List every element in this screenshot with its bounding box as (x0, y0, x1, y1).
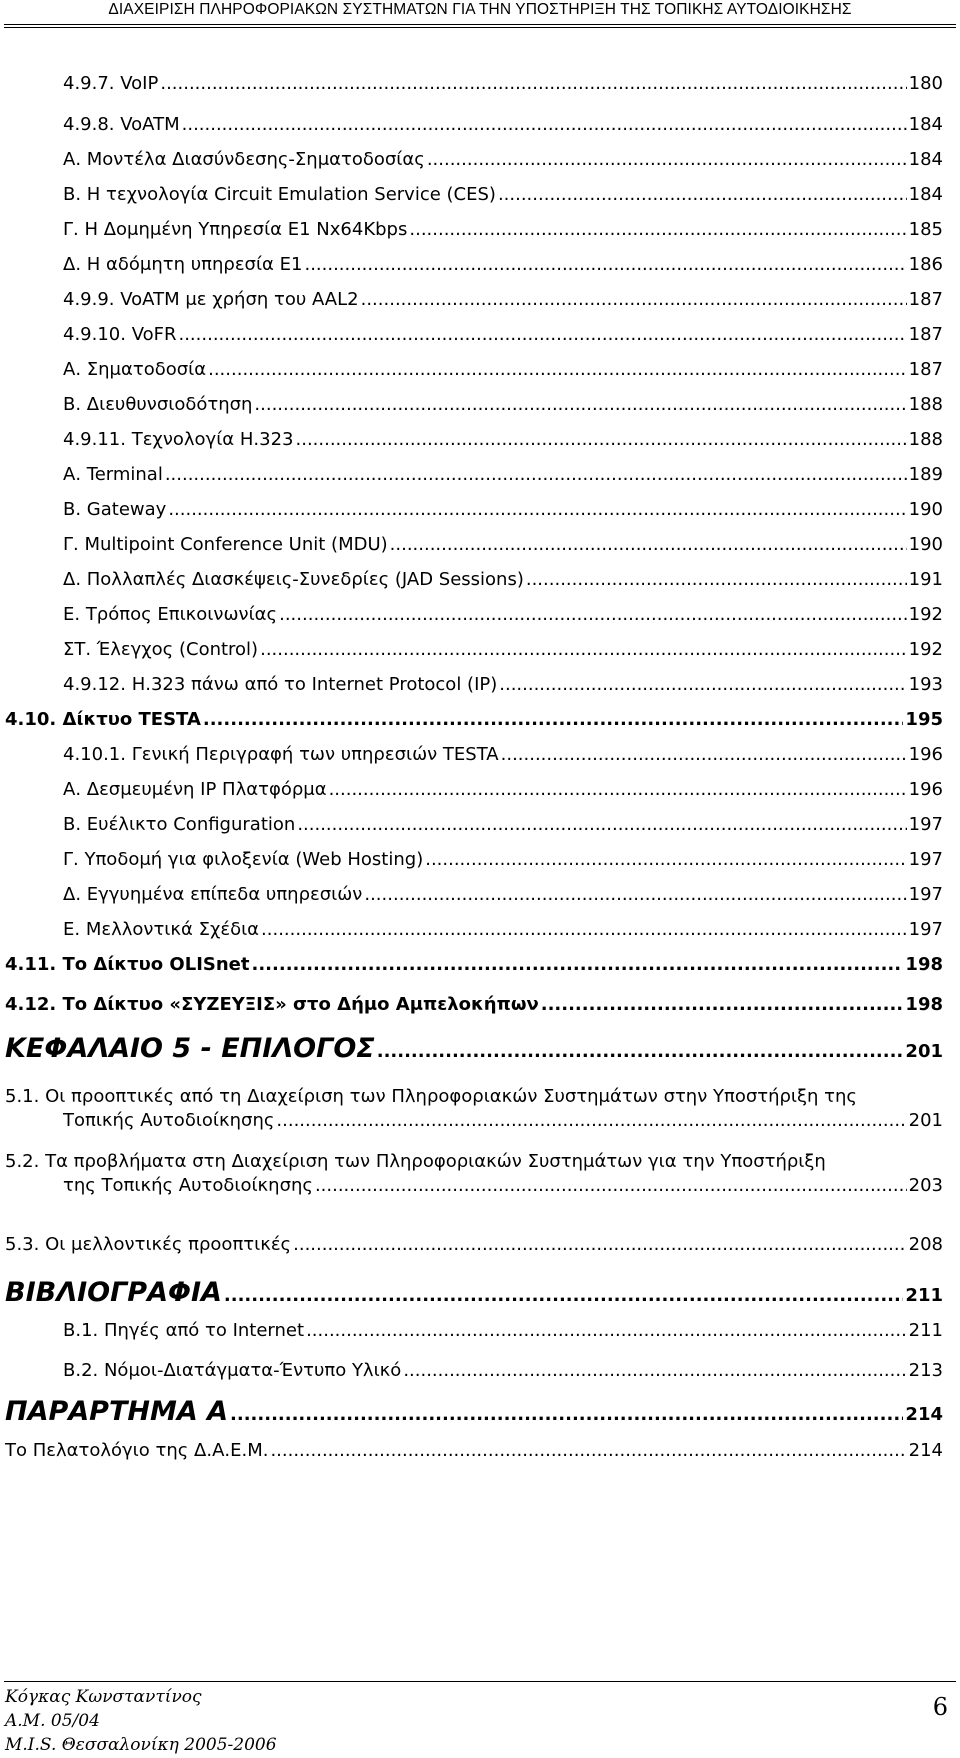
toc-page-number: 203 (908, 1175, 943, 1196)
toc-page-number: 190 (908, 534, 943, 555)
toc-entry-label: Ε. Τρόπος Επικοινωνίας (63, 604, 278, 625)
toc-leader (297, 813, 906, 837)
toc-leader (329, 778, 907, 802)
toc-entry[interactable] (63, 778, 943, 802)
toc-page-number: 188 (908, 394, 943, 415)
footer-rule (4, 1681, 956, 1682)
toc-entry-label: 4.9.11. Τεχνολογία Η.323 (63, 429, 294, 450)
toc-page-number: 192 (908, 639, 943, 660)
toc-leader (364, 883, 906, 907)
toc-entry-label: Α. Μοντέλα Διασύνδεσης-Σηματοδοσίας (63, 149, 425, 170)
toc-page-number: 211 (908, 1320, 943, 1341)
toc-entry[interactable] (63, 218, 943, 242)
toc-leader (501, 743, 907, 767)
footer-author: Κόγκας Κωνσταντίνος (5, 1687, 202, 1707)
toc-section-entry[interactable] (5, 993, 943, 1017)
toc-page-number: 193 (908, 674, 943, 695)
toc-entry-label: 4.9.7. VoIP (63, 73, 159, 94)
toc-leader (261, 918, 907, 942)
toc-page-number: 197 (908, 884, 943, 905)
toc-entry[interactable] (63, 463, 943, 487)
toc-page-number: 187 (908, 289, 943, 310)
toc-leader (252, 953, 904, 977)
toc-leader (279, 603, 907, 627)
toc-leader (270, 1439, 906, 1463)
toc-entry[interactable] (63, 813, 943, 837)
toc-entry-label: 5.1. Οι προοπτικές από τη Διαχείριση των Πληροφοριακών Συστημάτων στην Υποστήριξη της (5, 1086, 857, 1107)
toc-page-number: 196 (908, 744, 943, 765)
toc-entry-label: 4.11. Το Δίκτυο OLISnet (5, 954, 250, 975)
toc-entry-label: Ε. Μελλοντικά Σχέδια (63, 919, 260, 940)
toc-entry[interactable] (63, 183, 943, 207)
toc-entry-label: Β.2. Νόμοι-Διατάγματα-Έντυπο Υλικό (63, 1360, 402, 1381)
toc-entry-label: Α. Σηματοδοσία (63, 359, 207, 380)
toc-page-number: 211 (905, 1285, 943, 1306)
toc-entry[interactable] (63, 358, 943, 382)
toc-leader (499, 673, 906, 697)
toc-leader (361, 288, 907, 312)
toc-page-number: 187 (908, 324, 943, 345)
toc-entry-label: 4.10.1. Γενική Περιγραφή των υπηρεσιών TESTA (63, 744, 499, 765)
toc-leader (315, 1174, 907, 1198)
toc-page-number: 188 (908, 429, 943, 450)
toc-leader (390, 533, 907, 557)
toc-entry-label: Γ. Υποδομή για φιλοξενία (Web Hosting) (63, 849, 424, 870)
toc-entry[interactable] (63, 428, 943, 452)
toc-page-number: 186 (908, 254, 943, 275)
toc-entry-label: ΒΙΒΛΙΟΓΡΑΦΙΑ (5, 1277, 222, 1308)
toc-entry[interactable] (63, 288, 943, 312)
toc-entry-label: 4.9.9. VoATM με χρήση του AAL2 (63, 289, 359, 310)
toc-leader (178, 323, 906, 347)
toc-leader (304, 253, 906, 277)
toc-entry[interactable] (63, 743, 943, 767)
toc-entry[interactable] (63, 533, 943, 557)
toc-section-entry[interactable] (5, 953, 943, 977)
toc-entry-label: ΚΕΦΑΛΑΙΟ 5 - ΕΠΙΛΟΓΟΣ (5, 1033, 375, 1064)
toc-page-number: 190 (908, 499, 943, 520)
toc-page-number: 201 (908, 1110, 943, 1131)
toc-section-entry[interactable] (5, 708, 943, 732)
toc-page-number: 214 (908, 1440, 943, 1461)
toc-leader (203, 708, 904, 732)
page-number: 6 (932, 1693, 948, 1721)
toc-page-number: 198 (905, 954, 943, 975)
footer-student-id: Α.Μ. 05/04 (5, 1711, 100, 1731)
toc-entry-label: Β. Διευθυνσιοδότηση (63, 394, 253, 415)
toc-entry[interactable] (63, 113, 943, 137)
toc-entry-label: 4.9.12. Η.323 πάνω από το Internet Protocol (IP) (63, 674, 498, 695)
toc-leader (160, 72, 906, 96)
running-header: ΔΙΑΧΕΙΡΙΣΗ ΠΛΗΡΟΦΟΡΙΑΚΩΝ ΣΥΣΤΗΜΑΤΩΝ ΓΙΑ ΤΗΝ ΥΠΟΣΤΗΡΙΞΗ ΤΗΣ ΤΟΠΙΚΗΣ ΑΥΤΟΔΙΟΙΚΗΣΗΣ (108, 1, 852, 18)
toc-page-number: 184 (908, 184, 943, 205)
toc-entry-label: Α. Terminal (63, 464, 163, 485)
toc-entry-label-continued: Τοπικής Αυτοδιοίκησης (63, 1110, 275, 1131)
toc-entry[interactable] (63, 673, 943, 697)
toc-entry[interactable] (63, 568, 943, 592)
toc-entry-label: 4.9.10. VoFR (63, 324, 177, 345)
toc-leader (182, 113, 907, 137)
toc-page-number: 197 (908, 849, 943, 870)
toc-leader (377, 1040, 904, 1064)
toc-entry-label: Δ. Πολλαπλές Διασκέψεις-Συνεδρίες (JAD Sessions) (63, 569, 524, 590)
toc-page-number: 195 (905, 709, 943, 730)
footer-info (5, 1685, 277, 1757)
toc-entry-label: ΣΤ. Έλεγχος (Control) (63, 639, 259, 660)
toc-entry[interactable] (63, 883, 943, 907)
toc-entry[interactable] (63, 1319, 943, 1343)
toc-leader (403, 1359, 906, 1383)
toc-page-number: 192 (908, 604, 943, 625)
toc-page-number: 196 (908, 779, 943, 800)
toc-page-number: 180 (908, 73, 943, 94)
toc-leader (427, 148, 907, 172)
toc-entry[interactable] (63, 393, 943, 417)
toc-entry[interactable] (63, 253, 943, 277)
toc-page-number: 197 (908, 814, 943, 835)
toc-entry[interactable] (63, 72, 943, 96)
footer-program: Μ.Ι.S. Θεσσαλονίκη 2005-2006 (5, 1735, 277, 1755)
toc-entry-label: Β. Η τεχνολογία Circuit Emulation Service (CES) (63, 184, 496, 205)
toc-entry-label: Γ. Multipoint Conference Unit (MDU) (63, 534, 388, 555)
toc-chapter-entry[interactable] (5, 1396, 943, 1427)
toc-leader (276, 1109, 906, 1133)
toc-leader (498, 183, 907, 207)
toc-entry-label: Β. Ευέλικτο Configuration (63, 814, 296, 835)
toc-page-number: 185 (908, 219, 943, 240)
toc-leader (526, 568, 907, 592)
toc-entry-label-continued: της Τοπικής Αυτοδιοίκησης (63, 1175, 313, 1196)
toc-entry[interactable] (63, 603, 943, 627)
toc-page-number: 214 (905, 1404, 943, 1425)
toc-entry-label: 4.9.8. VoATM (63, 114, 180, 135)
toc-entry[interactable] (63, 638, 943, 662)
toc-page-number: 213 (908, 1360, 943, 1381)
toc-entry-label: 5.2. Τα προβλήματα στη Διαχείριση των Πληροφοριακών Συστημάτων για την Υποστήριξη (5, 1151, 826, 1172)
toc-entry-label: Α. Δεσμευμένη IP Πλατφόρμα (63, 779, 327, 800)
toc-entry[interactable] (5, 1233, 943, 1257)
toc-leader (293, 1233, 907, 1257)
toc-entry-label: 5.3. Οι μελλοντικές προοπτικές (5, 1234, 292, 1255)
toc-entry[interactable] (63, 498, 943, 522)
toc-entry-label: Γ. Η Δομημένη Υπηρεσία Ε1 Nx64Kbps (63, 219, 408, 240)
toc-entry-label: Δ. Η αδόμητη υπηρεσία Ε1 (63, 254, 303, 275)
toc-leader (168, 498, 906, 522)
toc-page-number: 191 (908, 569, 943, 590)
toc-entry-label: Το Πελατολόγιο της Δ.Α.Ε.Μ. (5, 1440, 269, 1461)
toc-leader (306, 1319, 907, 1343)
toc-entry-label: Β. Gateway (63, 499, 167, 520)
toc-entry-multiline[interactable] (5, 1150, 943, 1196)
toc-entry-label: 4.12. Το Δίκτυο «ΣΥΖΕΥΞΙΣ» στο Δήμο Αμπελοκήπων (5, 994, 539, 1015)
toc-leader (208, 358, 907, 382)
toc-entry-label: ΠΑΡΑΡΤΗΜΑ Α (5, 1396, 229, 1427)
toc-entry-label: Δ. Εγγυημένα επίπεδα υπηρεσιών (63, 884, 363, 905)
toc-page-number: 187 (908, 359, 943, 380)
toc-leader (230, 1403, 903, 1427)
toc-leader (165, 463, 907, 487)
toc-leader (425, 848, 906, 872)
toc-entry-multiline[interactable] (5, 1085, 943, 1131)
toc-page-number: 201 (905, 1041, 943, 1062)
toc-leader (409, 218, 906, 242)
toc-page-number: 189 (908, 464, 943, 485)
toc-entry[interactable] (5, 1439, 943, 1463)
toc-page-number: 184 (908, 114, 943, 135)
toc-entry[interactable] (63, 323, 943, 347)
toc-page-number: 197 (908, 919, 943, 940)
toc-chapter-entry[interactable] (5, 1277, 943, 1308)
toc-leader (296, 428, 907, 452)
toc-leader (224, 1284, 904, 1308)
toc-page-number: 198 (905, 994, 943, 1015)
toc-leader (254, 393, 906, 417)
toc-page-number: 208 (908, 1234, 943, 1255)
toc-entry[interactable] (63, 148, 943, 172)
toc-entry-label: 4.10. Δίκτυο TESTA (5, 709, 201, 730)
toc-leader (260, 638, 907, 662)
toc-entry[interactable] (63, 848, 943, 872)
toc-leader (541, 993, 904, 1017)
toc-entry-label: Β.1. Πηγές από το Internet (63, 1320, 305, 1341)
toc-entry[interactable] (63, 918, 943, 942)
toc-entry[interactable] (63, 1359, 943, 1383)
toc-chapter-entry[interactable] (5, 1033, 943, 1064)
toc-page-number: 184 (908, 149, 943, 170)
